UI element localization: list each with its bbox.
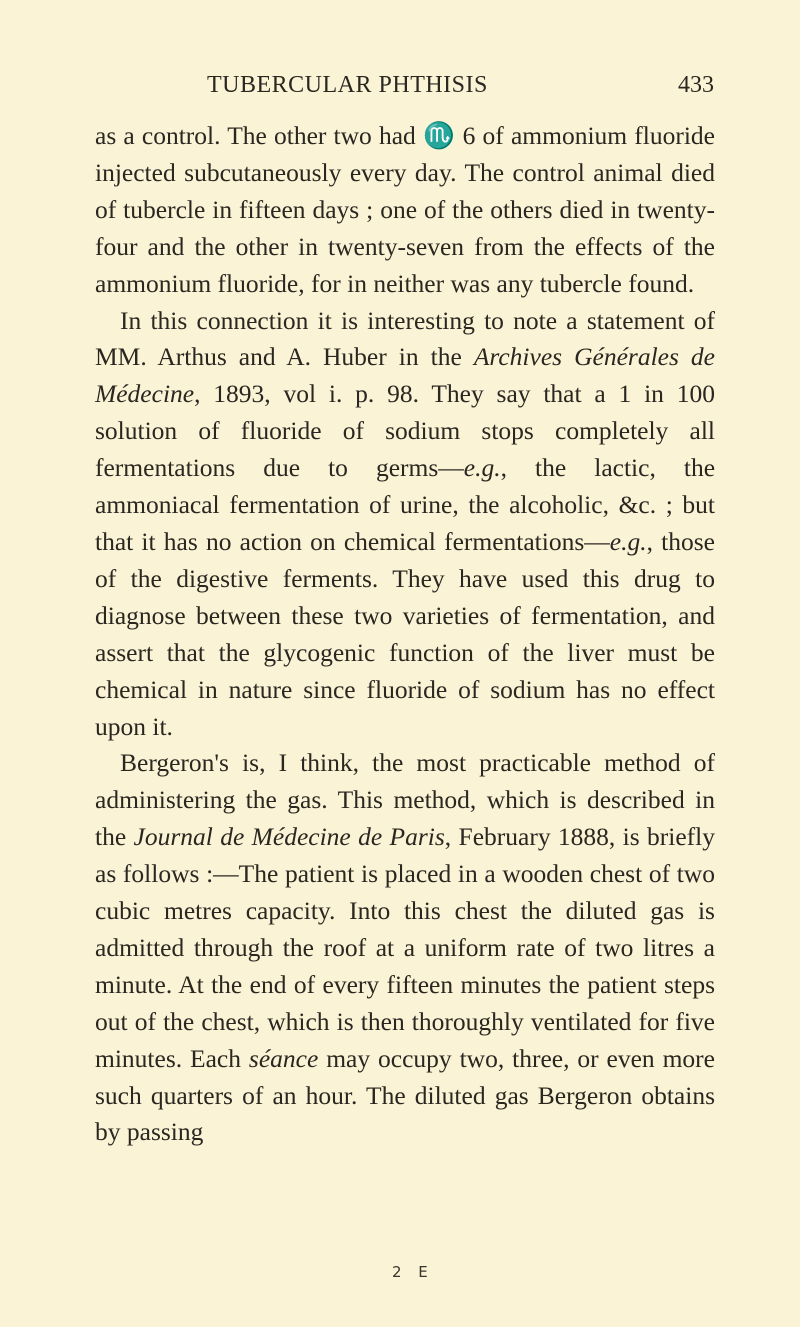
text-run: may occupy two, three, or even more such quarters of an hour. The diluted gas Bergeron obtains by passing xyxy=(95,1043,715,1147)
italic-text-run: e.g. xyxy=(609,526,647,556)
page-number: 433 xyxy=(678,72,714,98)
text-run: , those of the digestive ferments. They have used this drug to diagnose between these two varieties of fermentation, and assert that the glycogenic function of the liver must be chemical in nature since fluoride of sodium has no effect upon it. xyxy=(95,526,716,741)
body-text xyxy=(95,118,715,1151)
signature-mark: 2 E xyxy=(392,1263,434,1281)
paragraph-1 xyxy=(95,118,715,303)
italic-text-run: Journal de Médecine de Paris xyxy=(133,822,445,852)
text-run: In this connection it is interesting to note a statement of MM. Arthus and A. Huber in the xyxy=(95,305,715,372)
running-title: TUBERCULAR PHTHISIS xyxy=(207,72,488,98)
text-run: , the lactic, the ammoniacal fermentation of urine, the alcoholic, &c. ; but that it has no action on chemical fermentations— xyxy=(95,453,716,556)
paragraph-2 xyxy=(95,303,715,746)
italic-text-run: e.g. xyxy=(463,453,501,483)
text-run: , 1893, vol i. p. 98. They say that a 1 in 100 solution of fluoride of sodium stops completely all fermentations due to germs— xyxy=(95,379,715,483)
paragraph-3 xyxy=(95,745,715,1151)
text-run: Bergeron's is, I think, the most practicable method of administering the gas. This method, which is described in the xyxy=(95,748,715,852)
italic-text-run: séance xyxy=(248,1043,319,1073)
text-run: , February 1888, is briefly as follows :—The patient is placed in a wooden chest of two cubic metres capacity. Into this chest the diluted gas is admitted through the roof at a uniform rate of two litres a minute. At the end of every fifteen minutes the patient steps out of the chest, which is then thoroughly ventilated for five minutes. Each xyxy=(95,822,715,1073)
italic-text-run: Archives Générales de Médecine xyxy=(95,342,715,409)
running-head xyxy=(95,72,714,106)
text-run: as a control. The other two had ♏ 6 of ammonium fluoride injected subcutaneously every day. The control animal died of tubercle in fifteen days ; one of the others died in twenty-four and the other in twenty-seven from the effects of the ammonium fluoride, for in neither was any tubercle found. xyxy=(95,121,715,298)
